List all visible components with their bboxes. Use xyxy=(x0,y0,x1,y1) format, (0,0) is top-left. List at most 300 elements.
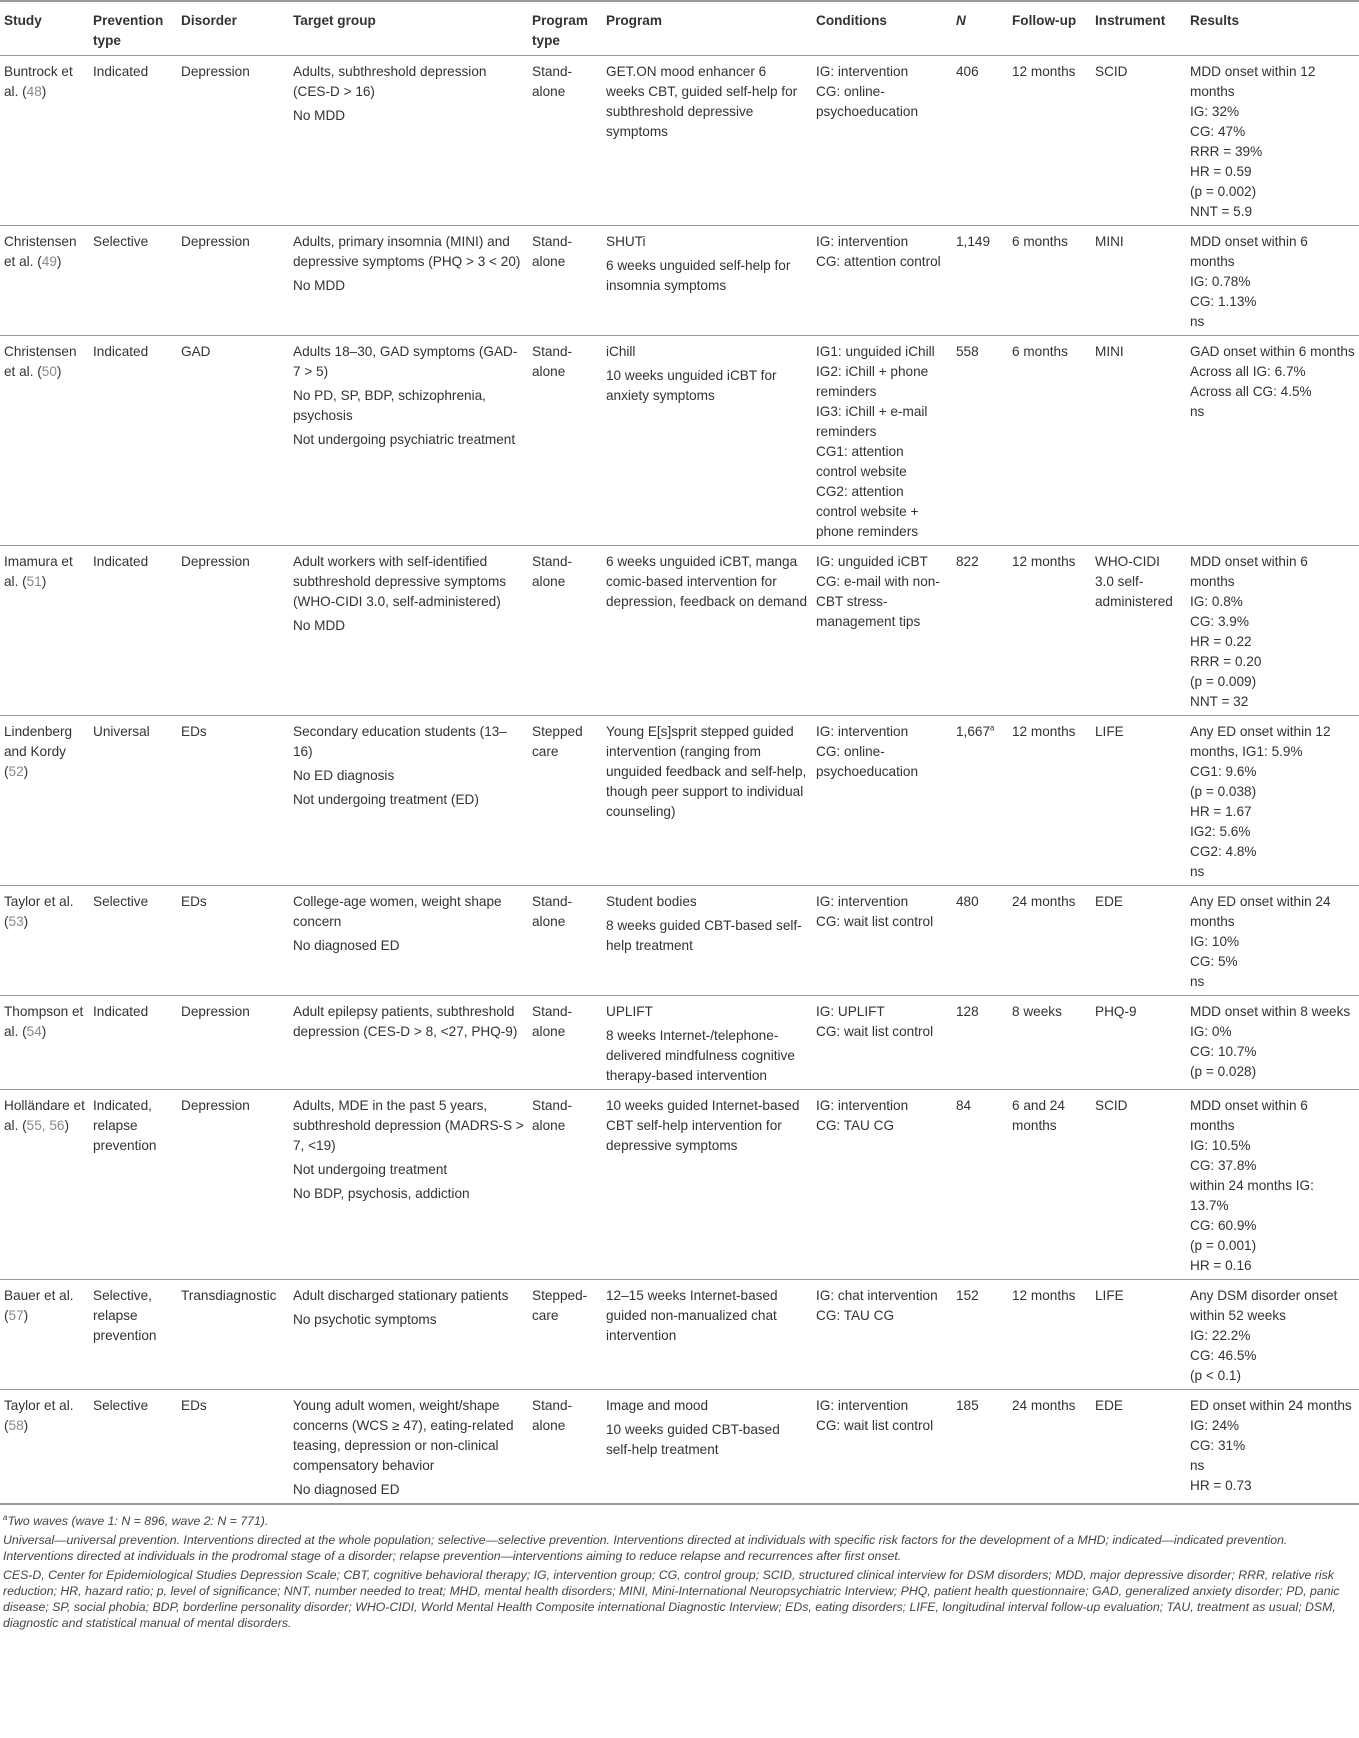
results-line: ns xyxy=(1190,314,1205,329)
cell-instrument xyxy=(1091,1280,1186,1390)
results-line: CG: 46.5% xyxy=(1190,1348,1257,1363)
n-value: 128 xyxy=(956,1004,979,1019)
cell-program xyxy=(602,226,812,336)
conditions-line: CG: attention control xyxy=(816,254,941,269)
target-group-line: Adult workers with self-identified subthreshold depressive symptoms (WHO-CIDI 3.0, self-administered) xyxy=(293,554,507,609)
program-line: 6 weeks unguided iCBT, manga comic-based intervention for depression, feedback on demand xyxy=(606,554,808,609)
target-group-line: Not undergoing psychiatric treatment xyxy=(293,432,516,447)
results-line: (p = 0.038) xyxy=(1190,784,1257,799)
reference-link[interactable]: 58 xyxy=(8,1418,24,1433)
reference-link[interactable]: 55, 56 xyxy=(26,1118,65,1133)
study-name: Bauer et al. xyxy=(4,1288,74,1303)
conditions-line: IG: intervention xyxy=(816,724,909,739)
cell-n xyxy=(952,716,1008,886)
header-program: Program xyxy=(606,13,662,28)
cell-follow-up xyxy=(1008,886,1091,996)
target-group-line: Adults 18–30, GAD symptoms (GAD-7 > 5) xyxy=(293,344,518,379)
target-group-line: College-age women, weight shape concern xyxy=(293,894,502,929)
conditions-line: CG: TAU CG xyxy=(816,1308,895,1323)
cell-program-type xyxy=(528,1280,602,1390)
cell-disorder xyxy=(177,996,289,1090)
cell-results xyxy=(1186,1280,1359,1390)
n-value: 822 xyxy=(956,554,979,569)
results-line: ED onset within 24 months xyxy=(1190,1398,1352,1413)
instrument-value: PHQ-9 xyxy=(1095,1004,1137,1019)
cell-n xyxy=(952,336,1008,546)
disorder-value: Depression xyxy=(181,64,250,79)
cell-disorder xyxy=(177,226,289,336)
target-group-line: Secondary education students (13–16) xyxy=(293,724,507,759)
footnote-marker: a xyxy=(990,723,995,733)
cell-n xyxy=(952,1390,1008,1504)
cell-program-type xyxy=(528,996,602,1090)
prevention-type-value: Selective xyxy=(93,1398,149,1413)
cell-study: Bauer et al. (57) xyxy=(4,1288,74,1323)
results-line: IG: 0.78% xyxy=(1190,274,1251,289)
disorder-value: Depression xyxy=(181,554,250,569)
follow-up-value: 6 and 24 months xyxy=(1012,1098,1065,1133)
conditions-line: CG1: attention control website xyxy=(816,444,907,479)
n-value: 152 xyxy=(956,1288,979,1303)
results-line: (p = 0.002) xyxy=(1190,184,1257,199)
cell-study: Christensen et al. (49) xyxy=(4,234,77,269)
conditions-line: IG2: iChill + phone reminders xyxy=(816,364,929,399)
cell-program-type xyxy=(528,546,602,716)
cell-program xyxy=(602,546,812,716)
cell-program-type xyxy=(528,1390,602,1504)
cell-n xyxy=(952,1090,1008,1280)
cell-prevention-type xyxy=(89,226,177,336)
footnote-abbreviations: CES-D, Center for Epidemiological Studies Depression Scale; CBT, cognitive behavioral therapy; IG, intervention group; CG, control group; SCID, structured clinical interview for DSM disorders; MDD, major depressive disorder; RRR, relative risk reduction; HR, hazard ratio; p, level of significance; NNT, number needed to treat; MHD, mental health disorders; MINI, Mini-International Neuropsychiatric Interview; PHQ, patient health questionnaire; GAD, generalized anxiety disorder; PD, panic disease; SP, social phobia; BDP, borderline personality disorder; WHO-CIDI, World Mental Health Composite international Diagnostic Interview; EDs, eating disorders; LIFE, longitudinal interval follow-up evaluation; TAU, treatment as usual; DSM, diagnostic and statistical manual of mental disorders. xyxy=(3,1568,1340,1630)
conditions-line: CG: e-mail with non-CBT stress-management tips xyxy=(816,574,940,629)
follow-up-value: 12 months xyxy=(1012,724,1076,739)
cell-disorder xyxy=(177,56,289,226)
program-type-value: Stand-alone xyxy=(532,1004,573,1039)
study-name: Christensen et al. xyxy=(4,344,77,379)
results-line: HR = 0.16 xyxy=(1190,1258,1252,1273)
prevention-type-value: Universal xyxy=(93,724,150,739)
study-name: Holländare et al. xyxy=(4,1098,85,1133)
cell-prevention-type xyxy=(89,716,177,886)
cell-prevention-type xyxy=(89,886,177,996)
prevention-type-value: Indicated xyxy=(93,554,149,569)
cell-target-group xyxy=(289,1390,528,1504)
cell-follow-up xyxy=(1008,996,1091,1090)
header-program-type: Program type xyxy=(532,13,588,48)
target-group-line: Adult epilepsy patients, subthreshold depression (CES-D > 8, <27, PHQ-9) xyxy=(293,1004,518,1039)
results-line: CG: 3.9% xyxy=(1190,614,1249,629)
results-line: IG: 22.2% xyxy=(1190,1328,1251,1343)
results-line: CG: 1.13% xyxy=(1190,294,1257,309)
conditions-line: CG: wait list control xyxy=(816,1418,934,1433)
reference-link[interactable]: 57 xyxy=(8,1308,24,1323)
header-row xyxy=(0,1,1359,56)
results-line: IG: 10% xyxy=(1190,934,1240,949)
target-group-line: Adults, subthreshold depression (CES-D > 16) xyxy=(293,64,487,99)
header-results: Results xyxy=(1190,13,1240,28)
cell-study: Buntrock et al. (48) xyxy=(4,64,73,99)
cell-instrument xyxy=(1091,226,1186,336)
program-line: 6 weeks unguided self-help for insomnia symptoms xyxy=(606,258,791,293)
instrument-value: EDE xyxy=(1095,1398,1123,1413)
follow-up-value: 6 months xyxy=(1012,234,1068,249)
program-type-value: Stepped care xyxy=(532,724,583,759)
reference-link[interactable]: 50 xyxy=(41,364,57,379)
results-line: MDD onset within 12 months xyxy=(1190,64,1316,99)
cell-target-group xyxy=(289,1280,528,1390)
cell-follow-up xyxy=(1008,716,1091,886)
program-type-value: Stand-alone xyxy=(532,234,573,269)
cell-conditions xyxy=(812,1090,952,1280)
cell-results xyxy=(1186,716,1359,886)
conditions-line: IG: intervention xyxy=(816,1098,909,1113)
results-line: IG: 10.5% xyxy=(1190,1138,1251,1153)
disorder-value: EDs xyxy=(181,724,207,739)
instrument-value: SCID xyxy=(1095,1098,1128,1113)
cell-results xyxy=(1186,336,1359,546)
instrument-value: EDE xyxy=(1095,894,1123,909)
instrument-value: MINI xyxy=(1095,344,1124,359)
cell-follow-up xyxy=(1008,1280,1091,1390)
results-line: Across all IG: 6.7% xyxy=(1190,364,1306,379)
results-line: IG: 0.8% xyxy=(1190,594,1243,609)
cell-instrument xyxy=(1091,56,1186,226)
reference-link[interactable]: 49 xyxy=(41,254,57,269)
cell-instrument xyxy=(1091,716,1186,886)
cell-follow-up xyxy=(1008,546,1091,716)
cell-program xyxy=(602,716,812,886)
header-follow-up: Follow-up xyxy=(1012,13,1077,28)
table-row xyxy=(0,226,1359,336)
study-name: Taylor et al. xyxy=(4,894,74,909)
cell-program-type xyxy=(528,56,602,226)
conditions-line: IG: chat intervention xyxy=(816,1288,938,1303)
disorder-value: Depression xyxy=(181,234,250,249)
instrument-value: LIFE xyxy=(1095,724,1124,739)
table-row xyxy=(0,56,1359,226)
target-group-line: No PD, SP, BDP, schizophrenia, psychosis xyxy=(293,388,486,423)
cell-disorder xyxy=(177,1280,289,1390)
cell-follow-up xyxy=(1008,336,1091,546)
results-line: GAD onset within 6 months xyxy=(1190,344,1355,359)
results-line: MDD onset within 6 months xyxy=(1190,554,1308,589)
follow-up-value: 12 months xyxy=(1012,64,1076,79)
n-value: 185 xyxy=(956,1398,979,1413)
program-line: GET.ON mood enhancer 6 weeks CBT, guided self-help for subthreshold depressive symptoms xyxy=(606,64,798,139)
cell-target-group xyxy=(289,1090,528,1280)
conditions-line: CG: online-psychoeducation xyxy=(816,744,919,779)
results-line: ns xyxy=(1190,1458,1205,1473)
cell-n xyxy=(952,1280,1008,1390)
cell-disorder xyxy=(177,1390,289,1504)
footnote-a-text: Two waves (wave 1: N = 896, wave 2: N = 771). xyxy=(7,1514,269,1528)
cell-program xyxy=(602,56,812,226)
cell-program-type xyxy=(528,716,602,886)
program-line: iChill xyxy=(606,344,636,359)
target-group-line: Adult discharged stationary patients xyxy=(293,1288,509,1303)
cell-prevention-type xyxy=(89,336,177,546)
target-group-line: Young adult women, weight/shape concerns (WCS ≥ 47), eating-related teasing, depression or non-clinical compensatory behavior xyxy=(293,1398,514,1473)
disorder-value: Transdiagnostic xyxy=(181,1288,277,1303)
footnote-a-mark: a xyxy=(3,1512,8,1522)
cell-instrument xyxy=(1091,336,1186,546)
cell-follow-up xyxy=(1008,1090,1091,1280)
results-line: IG: 24% xyxy=(1190,1418,1240,1433)
cell-prevention-type xyxy=(89,1280,177,1390)
program-type-value: Stand-alone xyxy=(532,64,573,99)
header-study: Study xyxy=(4,13,42,28)
prevention-type-value: Selective xyxy=(93,234,149,249)
conditions-line: CG2: attention control website + phone reminders xyxy=(816,484,919,539)
target-group-line: No psychotic symptoms xyxy=(293,1312,437,1327)
instrument-value: LIFE xyxy=(1095,1288,1124,1303)
program-line: 8 weeks guided CBT-based self-help treatment xyxy=(606,918,802,953)
program-line: Student bodies xyxy=(606,894,697,909)
cell-target-group xyxy=(289,546,528,716)
table-row xyxy=(0,996,1359,1090)
prevention-type-value: Indicated xyxy=(93,1004,149,1019)
cell-conditions xyxy=(812,546,952,716)
cell-n xyxy=(952,56,1008,226)
results-line: CG2: 4.8% xyxy=(1190,844,1257,859)
cell-instrument xyxy=(1091,1390,1186,1504)
reference-link[interactable]: 54 xyxy=(26,1024,42,1039)
cell-conditions xyxy=(812,56,952,226)
table-row xyxy=(0,1090,1359,1280)
cell-conditions xyxy=(812,996,952,1090)
cell-target-group xyxy=(289,226,528,336)
follow-up-value: 12 months xyxy=(1012,1288,1076,1303)
cell-instrument xyxy=(1091,1090,1186,1280)
prevention-type-value: Indicated, relapse prevention xyxy=(93,1098,157,1153)
conditions-line: IG: UPLIFT xyxy=(816,1004,885,1019)
cell-results xyxy=(1186,886,1359,996)
results-line: CG: 10.7% xyxy=(1190,1044,1257,1059)
study-name: Imamura et al. xyxy=(4,554,73,589)
cell-disorder xyxy=(177,886,289,996)
results-line: HR = 1.67 xyxy=(1190,804,1252,819)
table-body xyxy=(0,56,1359,1504)
cell-study: Imamura et al. (51) xyxy=(4,554,73,589)
results-line: ns xyxy=(1190,404,1205,419)
cell-program xyxy=(602,1390,812,1504)
program-line: 8 weeks Internet-/telephone-delivered mindfulness cognitive therapy-based intervention xyxy=(606,1028,795,1083)
prevention-type-value: Selective xyxy=(93,894,149,909)
cell-disorder xyxy=(177,1090,289,1280)
results-line: Any ED onset within 12 months, IG1: 5.9% xyxy=(1190,724,1331,759)
results-line: (p = 0.009) xyxy=(1190,674,1257,689)
results-line: IG: 32% xyxy=(1190,104,1240,119)
cell-disorder xyxy=(177,716,289,886)
results-line: Across all CG: 4.5% xyxy=(1190,384,1312,399)
prevention-type-value: Indicated xyxy=(93,64,149,79)
cell-results xyxy=(1186,546,1359,716)
follow-up-value: 24 months xyxy=(1012,894,1076,909)
cell-program xyxy=(602,996,812,1090)
results-line: CG: 47% xyxy=(1190,124,1246,139)
conditions-line: IG1: unguided iChill xyxy=(816,344,935,359)
study-name: Buntrock et al. xyxy=(4,64,73,99)
results-line: (p = 0.001) xyxy=(1190,1238,1257,1253)
follow-up-value: 6 months xyxy=(1012,344,1068,359)
cell-study: Christensen et al. (50) xyxy=(4,344,77,379)
disorder-value: EDs xyxy=(181,894,207,909)
footnote-a xyxy=(3,1513,1356,1529)
follow-up-value: 8 weeks xyxy=(1012,1004,1062,1019)
cell-conditions xyxy=(812,336,952,546)
cell-follow-up xyxy=(1008,56,1091,226)
results-line: (p = 0.028) xyxy=(1190,1064,1257,1079)
study-name: Christensen et al. xyxy=(4,234,77,269)
cell-prevention-type xyxy=(89,1390,177,1504)
results-line: within 24 months IG: 13.7% xyxy=(1190,1178,1314,1213)
program-type-value: Stand-alone xyxy=(532,344,573,379)
target-group-line: Not undergoing treatment xyxy=(293,1162,448,1177)
target-group-line: No ED diagnosis xyxy=(293,768,395,783)
cell-program xyxy=(602,886,812,996)
cell-prevention-type xyxy=(89,56,177,226)
results-line: Any ED onset within 24 months xyxy=(1190,894,1331,929)
program-line: 10 weeks unguided iCBT for anxiety symptoms xyxy=(606,368,777,403)
conditions-line: CG: TAU CG xyxy=(816,1118,895,1133)
table-footnotes xyxy=(0,1504,1359,1631)
cell-target-group xyxy=(289,716,528,886)
n-value: 84 xyxy=(956,1098,972,1113)
target-group-line: No diagnosed ED xyxy=(293,1482,400,1497)
cell-prevention-type xyxy=(89,996,177,1090)
conditions-line: IG: intervention xyxy=(816,1398,909,1413)
conditions-line: IG: intervention xyxy=(816,894,909,909)
results-line: IG: 0% xyxy=(1190,1024,1232,1039)
header-n: N xyxy=(956,13,966,28)
table-row xyxy=(0,546,1359,716)
cell-program-type xyxy=(528,1090,602,1280)
reference-link[interactable]: 51 xyxy=(26,574,42,589)
program-type-value: Stand-alone xyxy=(532,554,573,589)
target-group-line: Not undergoing treatment (ED) xyxy=(293,792,479,807)
cell-conditions xyxy=(812,1280,952,1390)
results-line: CG: 37.8% xyxy=(1190,1158,1257,1173)
instrument-value: SCID xyxy=(1095,64,1128,79)
follow-up-value: 12 months xyxy=(1012,554,1076,569)
conditions-line: CG: wait list control xyxy=(816,1024,934,1039)
results-line: RRR = 0.20 xyxy=(1190,654,1262,669)
cell-study: Taylor et al. (53) xyxy=(4,894,74,929)
cell-conditions xyxy=(812,716,952,886)
table-row xyxy=(0,886,1359,996)
program-type-value: Stand-alone xyxy=(532,1098,573,1133)
follow-up-value: 24 months xyxy=(1012,1398,1076,1413)
prevention-type-value: Selective, relapse prevention xyxy=(93,1288,157,1343)
reference-link[interactable]: 53 xyxy=(8,914,24,929)
header-disorder: Disorder xyxy=(181,13,237,28)
conditions-line: CG: online-psychoeducation xyxy=(816,84,919,119)
target-group-line: Adults, MDE in the past 5 years, subthreshold depression (MADRS-S > 7, <19) xyxy=(293,1098,524,1153)
program-type-value: Stand-alone xyxy=(532,1398,573,1433)
cell-conditions xyxy=(812,1390,952,1504)
cell-target-group xyxy=(289,56,528,226)
cell-prevention-type xyxy=(89,546,177,716)
cell-results xyxy=(1186,1090,1359,1280)
target-group-line: No MDD xyxy=(293,278,346,293)
table-row xyxy=(0,1280,1359,1390)
study-name: Lindenberg and Kordy xyxy=(4,724,73,759)
cell-results xyxy=(1186,226,1359,336)
header-target-group: Target group xyxy=(293,13,376,28)
instrument-value: WHO-CIDI 3.0 self-administered xyxy=(1095,554,1173,609)
results-line: ns xyxy=(1190,864,1205,879)
conditions-line: IG3: iChill + e-mail reminders xyxy=(816,404,928,439)
target-group-line: No BDP, psychosis, addiction xyxy=(293,1186,470,1201)
results-line: NNT = 5.9 xyxy=(1190,204,1253,219)
cell-follow-up xyxy=(1008,1390,1091,1504)
results-line: HR = 0.22 xyxy=(1190,634,1252,649)
n-value: 1,667 xyxy=(956,724,991,739)
cell-program xyxy=(602,336,812,546)
cell-study: Thompson et al. (54) xyxy=(4,1004,84,1039)
program-line: Image and mood xyxy=(606,1398,709,1413)
results-line: (p < 0.1) xyxy=(1190,1368,1242,1383)
header-conditions: Conditions xyxy=(816,13,887,28)
study-name: Taylor et al. xyxy=(4,1398,74,1413)
results-line: MDD onset within 6 months xyxy=(1190,234,1308,269)
cell-program xyxy=(602,1280,812,1390)
program-type-value: Stepped-care xyxy=(532,1288,588,1323)
cell-results xyxy=(1186,56,1359,226)
cell-n xyxy=(952,886,1008,996)
disorder-value: Depression xyxy=(181,1004,250,1019)
cell-instrument xyxy=(1091,546,1186,716)
study-name: Thompson et al. xyxy=(4,1004,84,1039)
cell-program-type xyxy=(528,226,602,336)
program-line: SHUTi xyxy=(606,234,646,249)
program-line: 12–15 weeks Internet-based guided non-manualized chat intervention xyxy=(606,1288,778,1343)
results-line: MDD onset within 6 months xyxy=(1190,1098,1308,1133)
cell-results xyxy=(1186,996,1359,1090)
results-line: NNT = 32 xyxy=(1190,694,1249,709)
conditions-line: IG: intervention xyxy=(816,64,909,79)
program-line: UPLIFT xyxy=(606,1004,653,1019)
results-line: CG: 60.9% xyxy=(1190,1218,1257,1233)
cell-n xyxy=(952,226,1008,336)
cell-program-type xyxy=(528,336,602,546)
conditions-line: IG: unguided iCBT xyxy=(816,554,928,569)
instrument-value: MINI xyxy=(1095,234,1124,249)
target-group-line: No MDD xyxy=(293,108,346,123)
results-line: IG2: 5.6% xyxy=(1190,824,1251,839)
reference-link[interactable]: 48 xyxy=(26,84,42,99)
cell-target-group xyxy=(289,336,528,546)
results-line: Any DSM disorder onset within 52 weeks xyxy=(1190,1288,1338,1323)
results-line: HR = 0.59 xyxy=(1190,164,1252,179)
results-line: ns xyxy=(1190,974,1205,989)
cell-program-type xyxy=(528,886,602,996)
results-line: RRR = 39% xyxy=(1190,144,1263,159)
cell-disorder xyxy=(177,546,289,716)
table-row xyxy=(0,716,1359,886)
prevention-type-value: Indicated xyxy=(93,344,149,359)
table-row xyxy=(0,1390,1359,1504)
n-value: 406 xyxy=(956,64,979,79)
target-group-line: Adults, primary insomnia (MINI) and depressive symptoms (PHQ > 3 < 20) xyxy=(293,234,521,269)
results-line: CG: 31% xyxy=(1190,1438,1246,1453)
reference-link[interactable]: 52 xyxy=(8,764,24,779)
program-line: 10 weeks guided Internet-based CBT self-help intervention for depressive symptoms xyxy=(606,1098,800,1153)
cell-conditions xyxy=(812,886,952,996)
n-value: 480 xyxy=(956,894,979,909)
cell-target-group xyxy=(289,886,528,996)
results-line: CG1: 9.6% xyxy=(1190,764,1257,779)
